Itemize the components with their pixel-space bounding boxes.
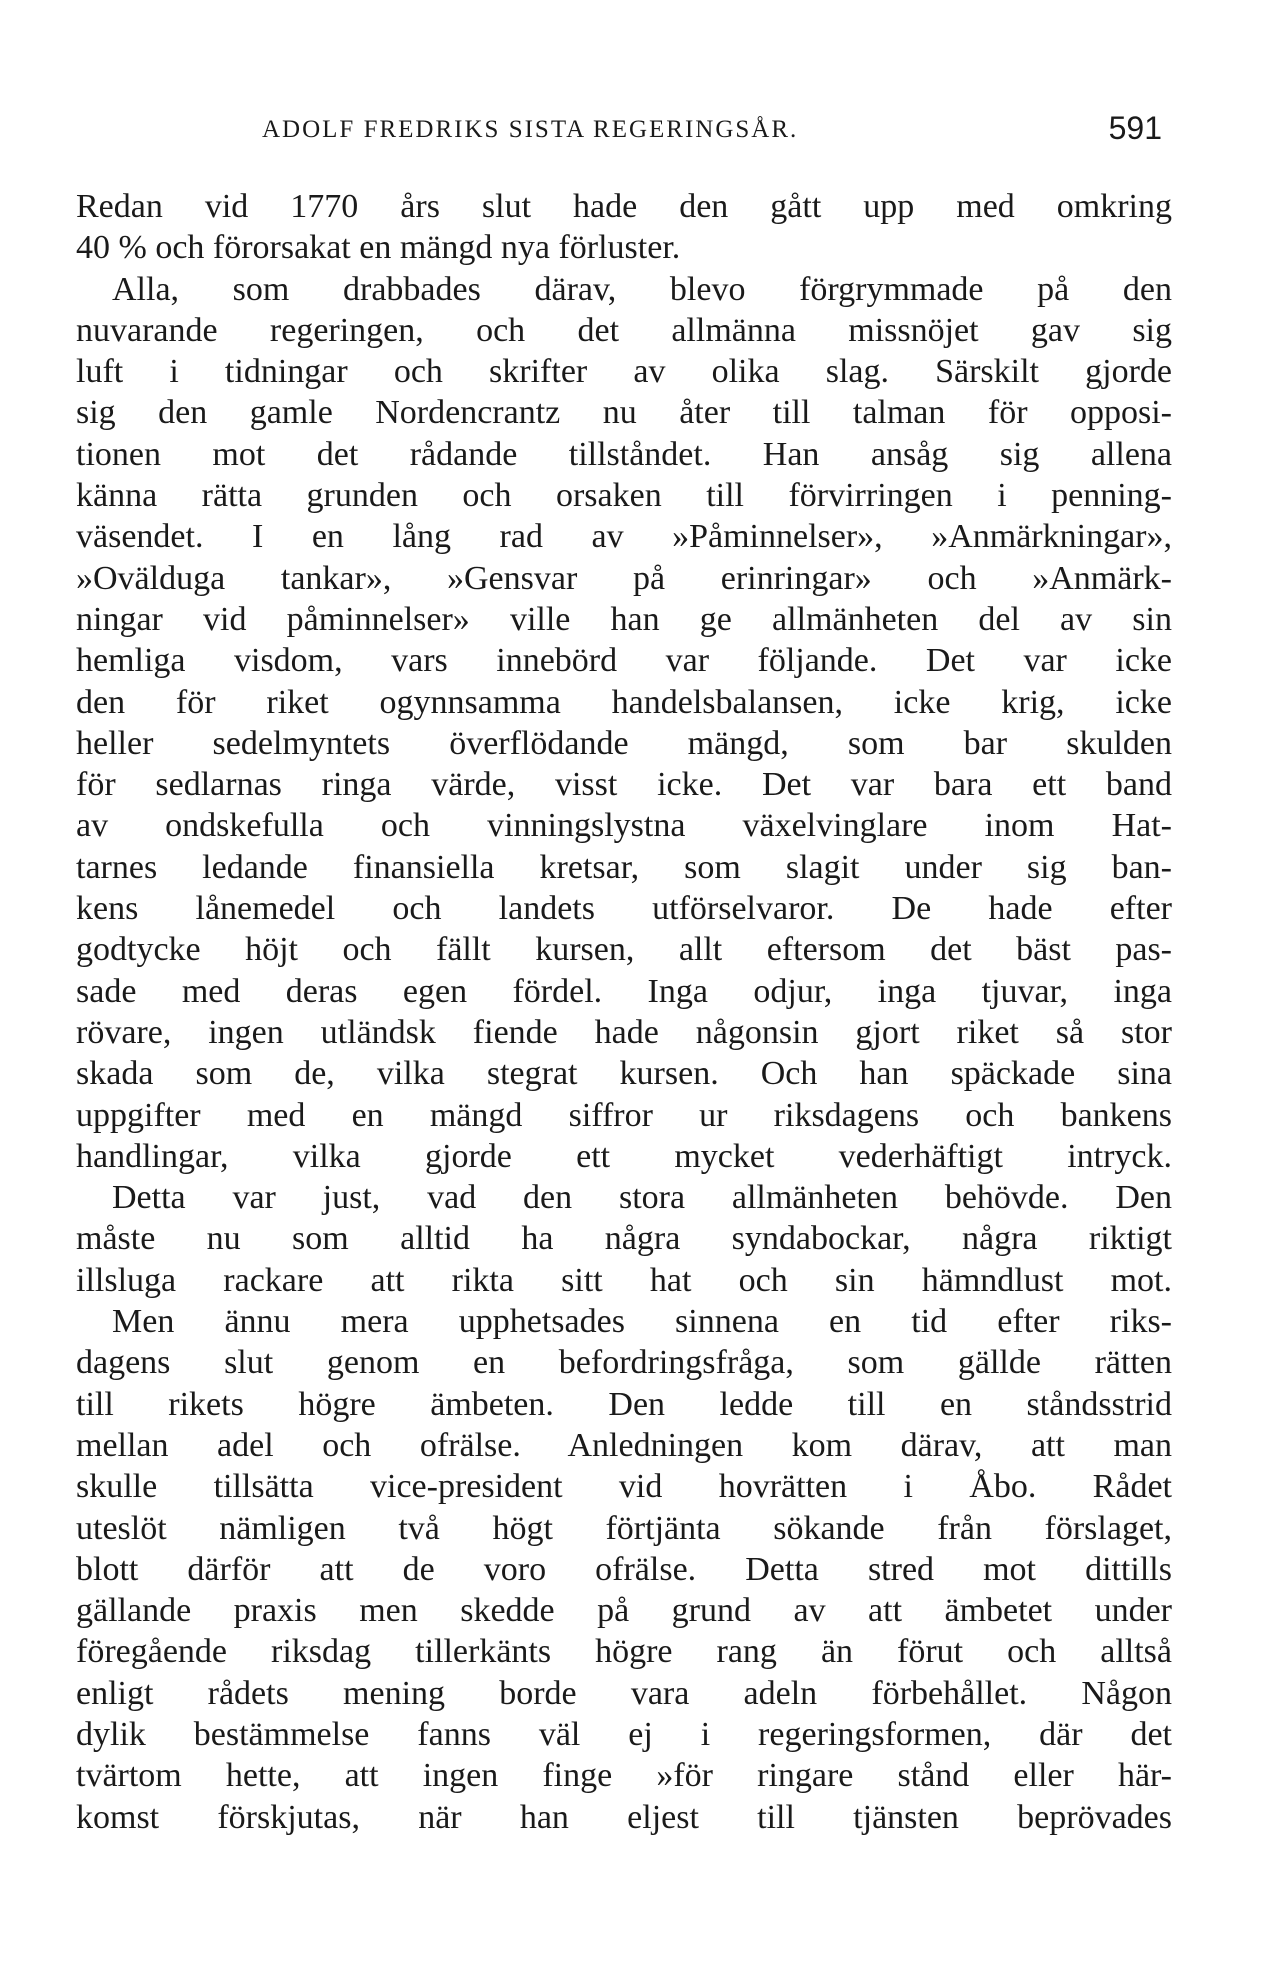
text-line: luft i tidningar och skrifter av olika slag. Särskilt gjorde [76,353,1172,391]
text-line: sig den gamle Nordencrantz nu åter till talman för opposi- [76,394,1172,432]
text-line: heller sedelmyntets överflödande mängd, som bar skulden [76,724,1172,762]
text-line: skulle tillsätta vice-president vid hovrätten i Åbo. Rådet [76,1468,1172,1506]
text-line: av ondskefulla och vinningslystna växelvinglare inom Hat- [76,807,1172,845]
text-line: komst förskjutas, när han eljest till tjänsten beprövades [76,1798,1172,1836]
text-line: tarnes ledande finansiella kretsar, som slagit under sig ban- [76,848,1172,886]
text-line: skada som de, vilka stegrat kursen. Och han späckade sina [76,1055,1172,1093]
text-line: dylik bestämmelse fanns väl ej i regeringsformen, där det [76,1715,1172,1753]
text-line: handlingar, vilka gjorde ett mycket vederhäftigt intryck. [76,1137,1172,1175]
text-line: Redan vid 1770 års slut hade den gått upp med omkring [76,188,1172,225]
text-line: enligt rådets mening borde vara adeln förbehållet. Någon [76,1674,1172,1712]
text-line: väsendet. I en lång rad av »Påminnelser», »Anmärkningar», [76,518,1172,556]
text-line: tionen mot det rådande tillståndet. Han ansåg sig allena [76,435,1172,473]
text-line: för sedlarnas ringa värde, visst icke. Det var bara ett band [76,766,1172,804]
text-line: gällande praxis men skedde på grund av att ämbetet under [76,1592,1172,1630]
text-line: hemliga visdom, vars innebörd var följande. Det var icke [76,642,1172,680]
running-head [262,110,1162,150]
text-line: föregående riksdag tillerkänts högre rang än förut och alltså [76,1633,1172,1671]
text-line: sade med deras egen fördel. Inga odjur, inga tjuvar, inga [76,972,1172,1010]
text-line: dagens slut genom en befordringsfråga, som gällde rätten [76,1344,1172,1382]
text-line: ningar vid påminnelser» ville han ge allmänheten del av sin [76,600,1172,638]
text-line: nuvarande regeringen, och det allmänna missnöjet gav sig [76,311,1172,349]
text-line: blott därför att de voro ofrälse. Detta stred mot dittills [76,1550,1172,1588]
body-text [76,186,1172,1838]
text-line: uteslöt nämligen två högt förtjänta sökande från förslaget, [76,1509,1172,1547]
page-number: 591 [1108,110,1162,146]
text-line: måste nu som alltid ha några syndabockar, några riktigt [76,1220,1172,1258]
text-line: känna rätta grunden och orsaken till förvirringen i penning- [76,477,1172,515]
text-line: Alla, som drabbades därav, blevo förgrymmade på den [112,270,1172,308]
text-line: »Ovälduga tankar», »Gensvar på erinringar» och »Anmärk- [76,559,1172,597]
text-line: tvärtom hette, att ingen finge »för ringare stånd eller här- [76,1757,1172,1795]
text-line: rövare, ingen utländsk fiende hade någonsin gjort riket så stor [76,1013,1172,1051]
text-line: 40 % och förorsakat en mängd nya förluster. [76,229,681,267]
text-line: mellan adel och ofrälse. Anledningen kom därav, att man [76,1426,1172,1464]
text-line: illsluga rackare att rikta sitt hat och sin hämndlust mot. [76,1261,1172,1299]
text-line: till rikets högre ämbeten. Den ledde till en ståndsstrid [76,1385,1172,1423]
text-line: den för riket ogynnsamma handelsbalansen, icke krig, icke [76,683,1172,721]
text-line: Detta var just, vad den stora allmänheten behövde. Den [112,1179,1172,1217]
text-line: godtycke höjt och fällt kursen, allt eftersom det bäst pas- [76,931,1172,969]
text-line: kens lånemedel och landets utförselvaror. De hade efter [76,890,1172,928]
text-line: uppgifter med en mängd siffror ur riksdagens och bankens [76,1096,1172,1134]
running-title: ADOLF FREDRIKS SISTA REGERINGSÅR. [262,116,799,143]
text-line: Men ännu mera upphetsades sinnena en tid efter riks- [112,1303,1172,1341]
